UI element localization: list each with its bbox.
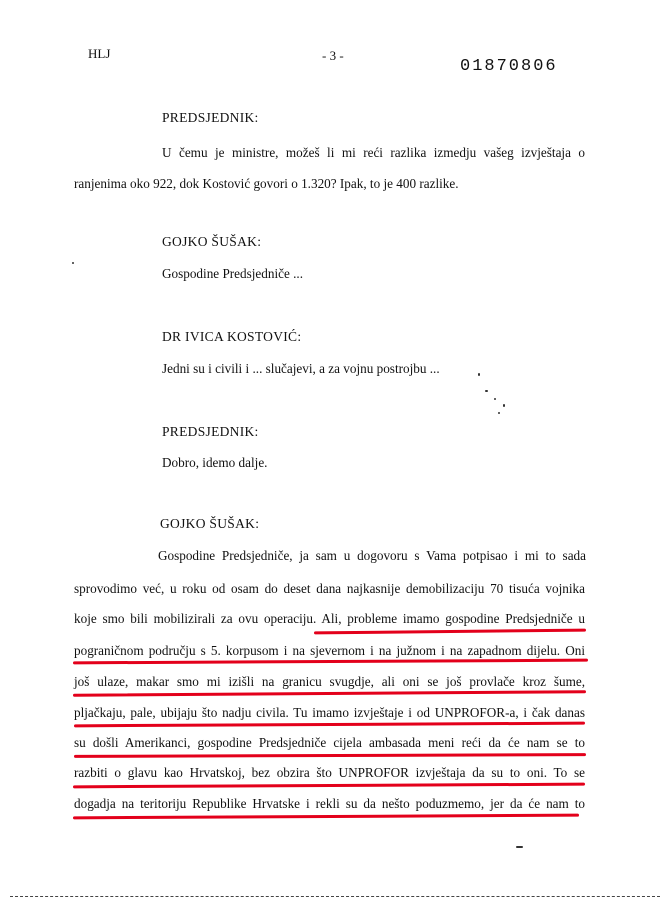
- red-underline: [73, 814, 579, 820]
- speech-line: ranjenima oko 922, dok Kostović govori o 1.320? Ipak, to je 400 razlike.: [74, 176, 459, 191]
- speaker-name: DR IVICA KOSTOVIĆ:: [162, 329, 302, 344]
- speech-line: dogadja na teritoriju Republike Hrvatske i rekli su da nešto poduzmemo, jer da će nam to: [74, 796, 585, 811]
- speech-line: sprovodimo već, u roku od osam do deset dana najkasnije demobilizaciju 70 tisuća vojnika: [74, 581, 585, 596]
- speech-line: Jedni su i civili i ... slučajevi, a za vojnu postrojbu ...: [162, 361, 440, 376]
- red-underline: [73, 690, 586, 697]
- scan-speck: [485, 390, 488, 392]
- speech-line: pljačkaju, pale, ubijaju što nadju civila. Tu imamo izvještaje i od UNPROFOR-a, i čak danas: [74, 705, 585, 720]
- scan-speck: [72, 262, 74, 264]
- speech-line: razbiti o glavu kao Hrvatskoj, bez obzira što UNPROFOR izvještaja da su to oni. To se: [74, 765, 585, 780]
- scan-speck: [498, 412, 500, 414]
- speech-line: Dobro, idemo dalje.: [162, 455, 268, 470]
- scan-speck: [516, 846, 523, 848]
- scan-speck: [503, 404, 505, 407]
- scan-speck: [494, 398, 496, 400]
- red-underline: [73, 659, 588, 665]
- scan-speck: [478, 373, 480, 376]
- speech-line: još ulaze, makar smo mi izišli na granicu svugdje, ali oni se još provlače kroz šume,: [74, 674, 585, 689]
- speech-line: koje smo bili mobilizirali za ovu operaciju. Ali, probleme imamo gospodine Predsjedniče u: [74, 611, 585, 626]
- page-number: - 3 -: [322, 48, 344, 63]
- red-underline: [74, 753, 586, 758]
- document-number: 01870806: [460, 57, 558, 76]
- speaker-name: GOJKO ŠUŠAK:: [160, 516, 260, 531]
- speech-line: pograničnom području s 5. korpusom i na sjevernom i na južnom i na zapadnom dijelu. Oni: [74, 643, 585, 658]
- speech-line: Gospodine Predsjedniče, ja sam u dogovoru s Vama potpisao i mi to sada: [158, 548, 586, 563]
- red-underline: [314, 629, 586, 635]
- speaker-name: PREDSJEDNIK:: [162, 424, 259, 439]
- speaker-name: PREDSJEDNIK:: [162, 110, 259, 125]
- speaker-name: GOJKO ŠUŠAK:: [162, 234, 262, 249]
- speech-line: Gospodine Predsjedniče ...: [162, 266, 304, 281]
- scan-edge-line: [10, 896, 660, 897]
- speech-line: U čemu je ministre, možeš li mi reći razlika izmedju vašeg izvještaja o: [162, 145, 585, 160]
- red-underline: [74, 722, 585, 728]
- red-underline: [73, 783, 585, 789]
- speech-line: su došli Amerikanci, gospodine Predsjedniče cijela ambasada meni reći da će nam se to: [74, 735, 585, 750]
- header-label: HLJ: [88, 46, 111, 61]
